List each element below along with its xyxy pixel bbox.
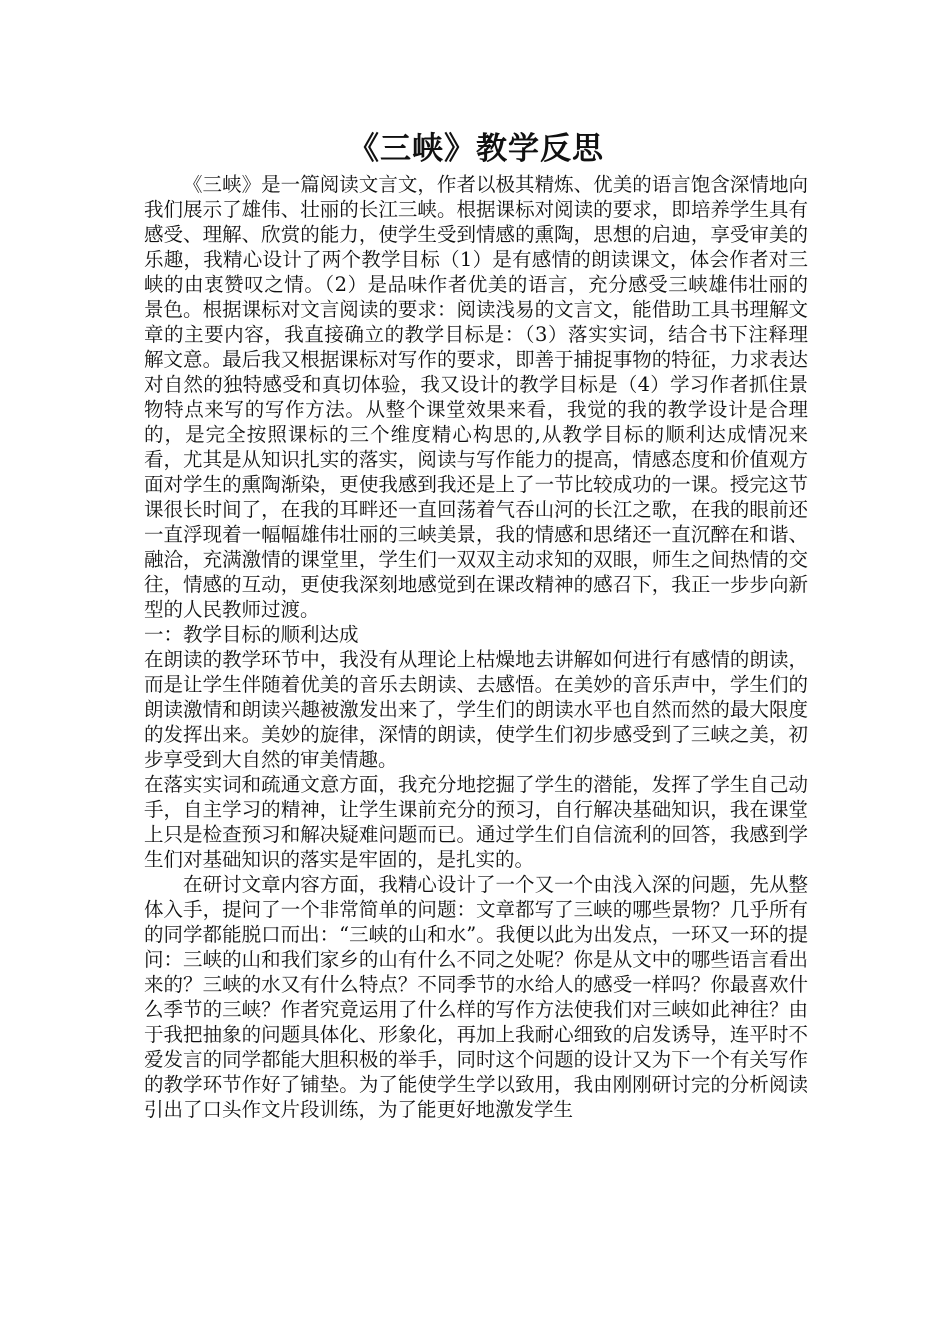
section1-paragraph-1: 在朗读的教学环节中，我没有从理论上枯燥地去讲解如何进行有感情的朗读，而是让学生伴随着优美的音乐去朗读、去感悟。在美妙的音乐声中，学生们的朗读激情和朗读兴趣被激发出来了，学生们的朗读水平也自然而然的最大限度的发挥出来。美妙的旋律，深情的朗读，使学生们初步感受到了三峡之美，初步享受到大自然的审美情趣。: [144, 648, 808, 771]
document-page: [144, 128, 808, 1122]
intro-paragraph: 《三峡》是一篇阅读文言文，作者以极其精炼、优美的语言饱含深情地向我们展示了雄伟、壮丽的长江三峡。根据课标对阅读的要求，即培养学生具有感受、理解、欣赏的能力，使学生受到情感的熏陶，思想的启迪，享受审美的乐趣，我精心设计了两个教学目标（1）是有感情的朗读课文，体会作者对三峡的由衷赞叹之情。（2）是品味作者优美的语言，充分感受三峡雄伟壮丽的景色。根据课标对文言阅读的要求：阅读浅易的文言文，能借助工具书理解文章的主要内容，我直接确立的教学目标是：（3）落实实词，结合书下注释理解文意。最后我又根据课标对写作的要求，即善于捕捉事物的特征，力求表达对自然的独特感受和真切体验，我又设计的教学目标是（4）学习作者抓住景物特点来写的写作方法。从整个课堂效果来看，我觉的我的教学设计是合理的，是完全按照课标的三个维度精心构思的,从教学目标的顺利达成情况来看，尤其是从知识扎实的落实，阅读与写作能力的提高，情感态度和价值观方面对学生的熏陶渐染，更使我感到我还是上了一节比较成功的一课。授完这节课很长时间了，在我的耳畔还一直回荡着气吞山河的长江之歌，在我的眼前还一直浮现着一幅幅雄伟壮丽的三峡美景，我的情感和思绪还一直沉醉在和谐、融洽，充满激情的课堂里，学生们一双双主动求知的双眼，师生之间热情的交往，情感的互动，更使我深刻地感觉到在课改精神的感召下，我正一步步向新型的人民教师过渡。: [144, 173, 808, 621]
document-title: 《三峡》教学反思: [348, 131, 604, 167]
section1-paragraph-2: 在落实实词和疏通文意方面，我充分地挖掘了学生的潜能，发挥了学生自己动手，自主学习的精神，让学生课前充分的预习，自行解决基础知识，我在课堂上只是检查预习和解决疑难问题而已。通过学生们自信流利的回答，我感到学生们对基础知识的落实是牢固的，是扎实的。: [144, 773, 808, 871]
section1-paragraph-3: 在研讨文章内容方面，我精心设计了一个又一个由浅入深的问题，先从整体入手，提问了一个非常简单的问题：文章都写了三峡的哪些景物？几乎所有的同学都能脱口而出：“三峡的山和水”。我便以此为出发点，一环又一环的提问：三峡的山和我们家乡的山有什么不同之处呢？你是从文中的哪些语言看出来的？三峡的水又有什么特点？不同季节的水给人的感受一样吗？你最喜欢什么季节的三峡？作者究竟运用了什么样的写作方法使我们对三峡如此神往？由于我把抽象的问题具体化、形象化，再加上我耐心细致的启发诱导，连平时不爱发言的同学都能大胆积极的举手，同时这个问题的设计又为下一个有关写作的教学环节作好了铺垫。为了能使学生学以致用，我由刚刚研讨完的分析阅读引出了口头作文片段训练，为了能更好地激发学生: [144, 873, 808, 1121]
section-heading-1: 一：教学目标的顺利达成: [144, 623, 359, 646]
